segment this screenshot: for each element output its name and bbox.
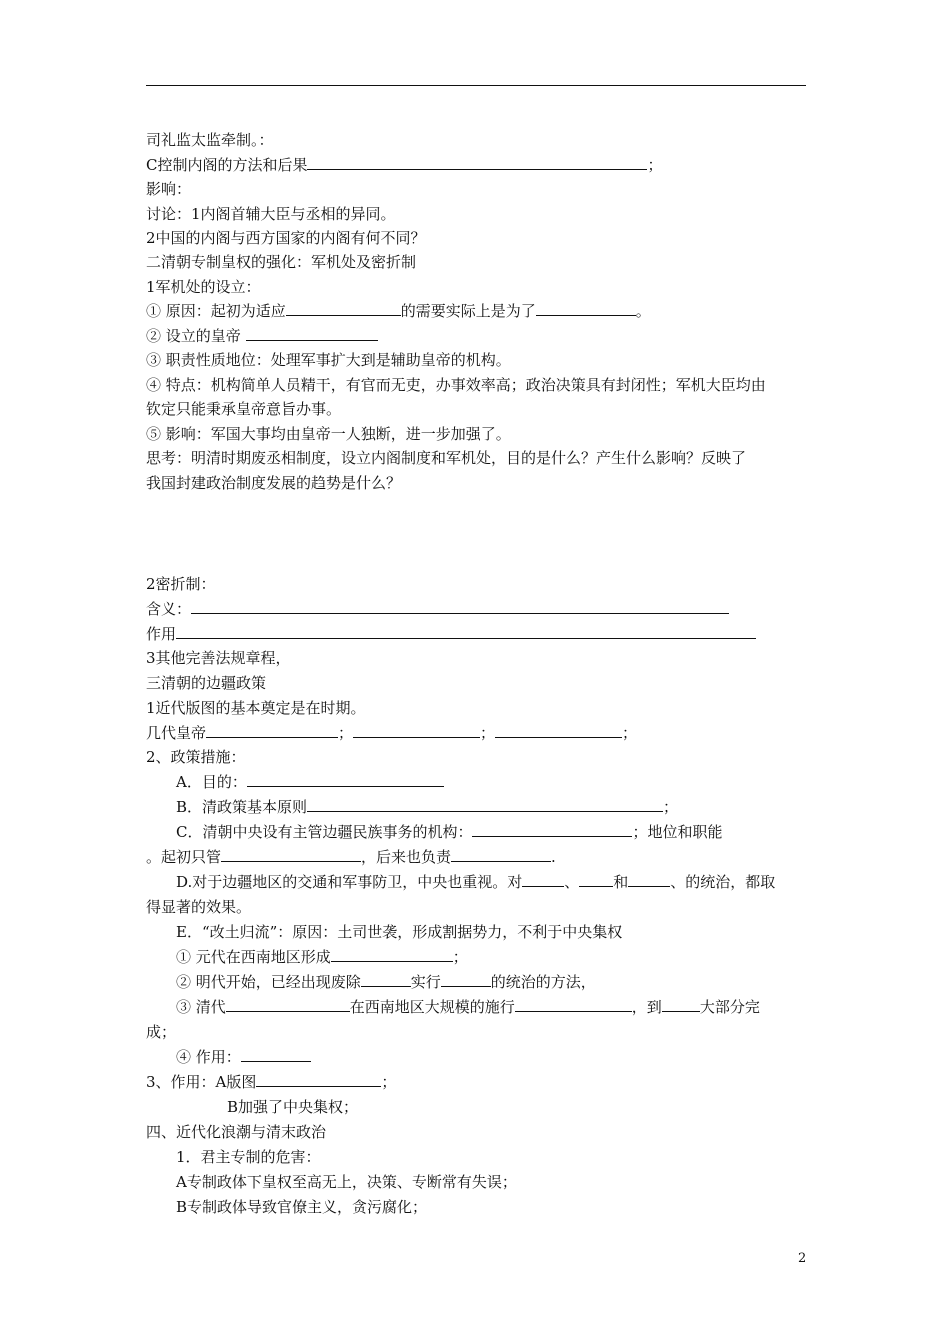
text: ② 设立的皇帝 (146, 327, 246, 345)
fill-blank[interactable] (247, 771, 444, 787)
text: 实行 (410, 973, 441, 991)
text: 1军机处的设立： (146, 278, 261, 296)
text-line (146, 722, 637, 744)
text: B．清政策基本原则 (176, 798, 308, 816)
text-line (146, 423, 511, 445)
text-line (146, 227, 426, 249)
text: E．“改土归流”：原因：土司世袭，形成割据势力，不利于中央集权 (176, 923, 623, 941)
text: C控制内阁的方法和后果 (146, 156, 308, 174)
text: D.对于边疆地区的交通和军事防卫，中央也重视。对 (176, 873, 523, 891)
text: ① 元代在西南地区形成 (176, 948, 331, 966)
text: A专制政体下皇权至高无上，决策、专断常有失误； (176, 1173, 517, 1191)
text: 、 (564, 873, 580, 891)
text: ② 明代开始，已经出现废除 (176, 973, 361, 991)
text-line (176, 921, 622, 943)
text: 三清朝的边疆政策 (146, 674, 267, 692)
text: 3、作用：A版图 (146, 1073, 257, 1091)
text: 的统治的方法， (490, 973, 596, 991)
text: 、的统治，都取 (670, 873, 776, 891)
text-line (176, 771, 444, 793)
text: ③ 职责性质地位：处理军事扩大到是辅助皇帝的机构。 (146, 351, 511, 369)
text-line (176, 1171, 517, 1193)
text: ； (381, 1073, 397, 1091)
text-line (146, 598, 729, 620)
text: . (551, 848, 556, 866)
text: ； (647, 156, 663, 174)
text: ；地位和职能 (632, 823, 723, 841)
text-line (227, 1096, 358, 1118)
text: ，后来也负责 (361, 848, 452, 866)
text: 和 (613, 873, 629, 891)
fill-blank[interactable] (495, 722, 622, 738)
text: 钦定只能秉承皇帝意旨办事。 (146, 400, 342, 418)
text-line (146, 276, 261, 298)
text-line (146, 203, 396, 225)
fill-blank[interactable] (307, 154, 647, 170)
text: 2密折制： (146, 575, 216, 593)
text-line (176, 1146, 321, 1168)
fill-blank[interactable] (361, 971, 411, 987)
text: 1．君主专制的危害： (176, 1148, 321, 1166)
fill-blank[interactable] (226, 996, 350, 1012)
text-line (146, 1021, 176, 1043)
fill-blank[interactable] (246, 325, 378, 341)
text: 。 (635, 302, 651, 320)
text: ； (338, 724, 354, 742)
text-line (176, 996, 760, 1018)
text: ④ 特点：机构简单人员精干，有官而无吏，办事效率高；政治决策具有封闭性；军机大臣均由 (146, 376, 766, 394)
text-line (176, 971, 596, 993)
text-line (146, 472, 401, 494)
text-line (146, 300, 651, 322)
text: 思考：明清时期废丞相制度，设立内阁制度和军机处，目的是什么？产生什么影响？反映了 (146, 449, 747, 467)
fill-blank[interactable] (662, 996, 700, 1012)
text-line (146, 129, 274, 151)
fill-blank[interactable] (441, 971, 491, 987)
text-line (146, 374, 766, 396)
text-line (146, 447, 746, 469)
text: 成； (146, 1023, 177, 1041)
text: 影响： (146, 180, 192, 198)
section-heading (146, 251, 416, 273)
text-line (176, 946, 468, 968)
text-line (146, 325, 378, 347)
text: 大部分完 (699, 998, 760, 1016)
section-heading (146, 672, 266, 694)
text: ； (622, 724, 638, 742)
text: 几代皇帝 (146, 724, 207, 742)
text: ； (663, 798, 679, 816)
text-line (176, 1196, 427, 1218)
fill-blank[interactable] (206, 722, 338, 738)
text: C．清朝中央设有主管边疆民族事务的机构： (176, 823, 473, 841)
section-heading (146, 1121, 326, 1143)
text-line (176, 871, 775, 893)
text-line (176, 796, 678, 818)
text: 作用 (146, 625, 177, 643)
text-line (146, 573, 216, 595)
text: ⑤ 影响：军国大事均由皇帝一人独断，进一步加强了。 (146, 425, 511, 443)
fill-blank[interactable] (536, 300, 636, 316)
fill-blank[interactable] (307, 796, 663, 812)
text: 二清朝专制皇权的强化：军机处及密折制 (146, 253, 417, 271)
fill-blank[interactable] (451, 846, 551, 862)
text-line (146, 1071, 396, 1093)
header-rule (146, 85, 806, 86)
text: 得显著的效果。 (146, 898, 252, 916)
fill-blank[interactable] (628, 871, 670, 887)
text: 含义： (146, 600, 192, 618)
text-line (176, 1046, 311, 1068)
text-line (176, 821, 723, 843)
text-line (146, 623, 756, 645)
text: 在西南地区大规模的施行 (349, 998, 515, 1016)
text: 的需要实际上是为了 (400, 302, 536, 320)
text: B专制政体导致官僚主义，贪污腐化； (176, 1198, 428, 1216)
text-line (146, 349, 511, 371)
text-line (146, 398, 341, 420)
fill-blank[interactable] (331, 946, 453, 962)
page-number: 2 (798, 1251, 807, 1266)
fill-blank[interactable] (579, 871, 613, 887)
text: A．目的： (176, 773, 247, 791)
text: 四、近代化浪潮与清末政治 (146, 1123, 327, 1141)
fill-blank[interactable] (241, 1046, 311, 1062)
text: 我国封建政治制度发展的趋势是什么？ (146, 474, 402, 492)
text: 1近代版图的基本奠定是在时期。 (146, 699, 366, 717)
text: 2中国的内阁与西方国家的内阁有何不同？ (146, 229, 426, 247)
text: ； (480, 724, 496, 742)
text: 司礼监太监牵制。： (146, 131, 274, 149)
text: 3其他完善法规章程， (146, 649, 291, 667)
fill-blank[interactable] (522, 871, 564, 887)
text-line (146, 697, 366, 719)
text: B加强了中央集权； (227, 1098, 359, 1116)
text-line (146, 178, 191, 200)
text-line (146, 746, 246, 768)
text-line (146, 846, 556, 868)
text: ④ 作用： (176, 1048, 241, 1066)
text: ① 原因：起初为适应 (146, 302, 286, 320)
fill-blank[interactable] (191, 598, 729, 614)
fill-blank[interactable] (286, 300, 401, 316)
fill-blank[interactable] (353, 722, 480, 738)
text-line (146, 647, 291, 669)
text: 2、政策措施： (146, 748, 246, 766)
text: ，到 (631, 998, 662, 1016)
text: 。起初只管 (146, 848, 222, 866)
fill-blank[interactable] (515, 996, 632, 1012)
text-line (146, 154, 663, 176)
fill-blank[interactable] (176, 623, 756, 639)
text: ； (452, 948, 468, 966)
fill-blank[interactable] (472, 821, 632, 837)
fill-blank[interactable] (221, 846, 361, 862)
fill-blank[interactable] (256, 1071, 381, 1087)
text: 讨论：1内阁首辅大臣与丞相的异同。 (146, 205, 396, 223)
text-line (146, 896, 251, 918)
text: ③ 清代 (176, 998, 226, 1016)
